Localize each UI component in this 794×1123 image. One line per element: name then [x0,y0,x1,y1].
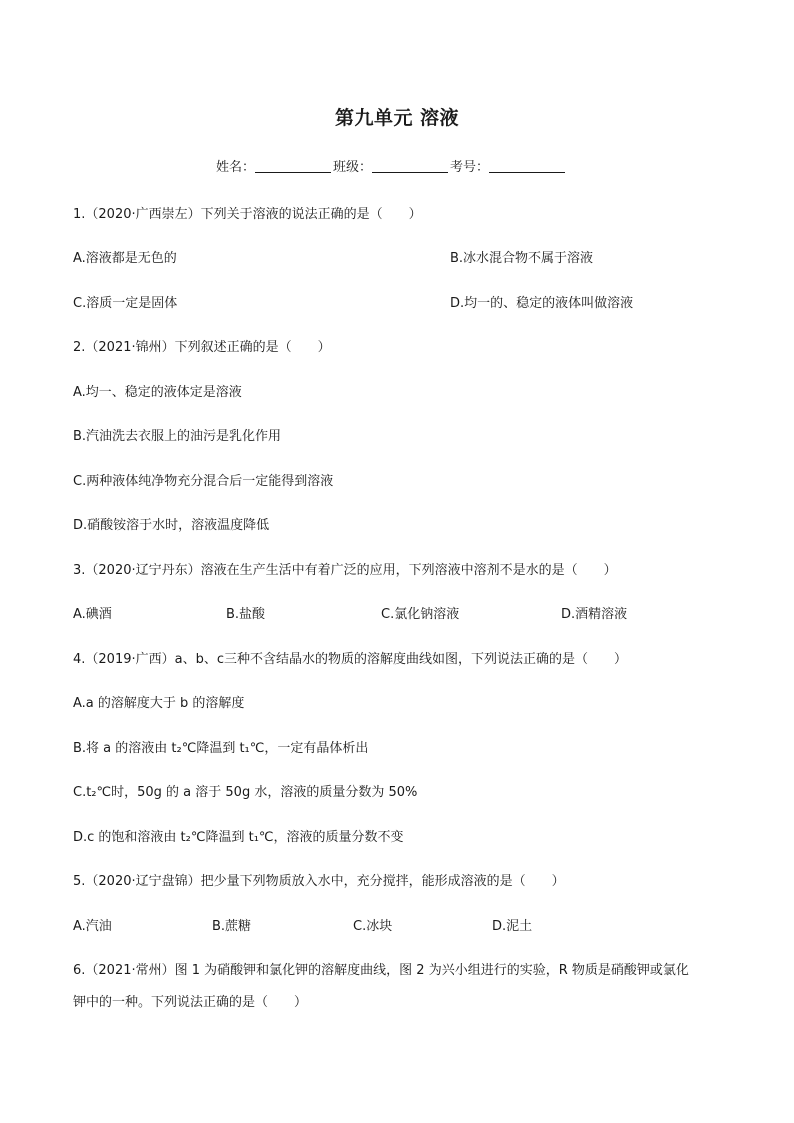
question-4-option-d: D.c 的饱和溶液由 t₂℃降温到 t₁℃，溶液的质量分数不变 [73,830,404,845]
question-3-option-b: B.盐酸 [226,607,266,622]
name-label: 姓名： [216,160,256,175]
question-5-stem: 5.（2020·辽宁盘锦）把少量下列物质放入水中，充分搅拌，能形成溶液的是（ ） [73,874,565,889]
question-2-option-a: A.均一、稳定的液体定是溶液 [73,385,242,400]
student-info-line [216,156,567,175]
name-blank[interactable] [255,159,331,173]
question-3-option-a: A.碘酒 [73,607,112,622]
question-1-stem: 1.（2020·广西崇左）下列关于溶液的说法正确的是（ ） [73,207,422,222]
question-3-option-d: D.酒精溶液 [561,607,628,622]
question-2-option-d: D.硝酸铵溶于水时，溶液温度降低 [73,518,270,533]
question-2-stem: 2.（2021·锦州）下列叙述正确的是（ ） [73,340,331,355]
question-2-option-b: B.汽油洗去衣服上的油污是乳化作用 [73,429,282,444]
question-5-option-d: D.泥土 [492,919,533,934]
question-2-option-c: C.两种液体纯净物充分混合后一定能得到溶液 [73,474,334,489]
page-title: 第九单元 溶液 [334,107,460,129]
question-1-option-b: B.冰水混合物不属于溶液 [450,251,594,266]
question-1-option-c: C.溶质一定是固体 [73,296,178,311]
question-6-stem-continued: 钾中的一种。下列说法正确的是（ ） [73,995,308,1010]
question-5-option-a: A.汽油 [73,919,112,934]
class-label: 班级： [333,160,373,175]
exam-no-blank[interactable] [489,159,565,173]
question-5-option-b: B.蔗糖 [212,919,252,934]
question-4-option-b: B.将 a 的溶液由 t₂℃降温到 t₁℃，一定有晶体析出 [73,741,369,756]
question-3-option-c: C.氯化钠溶液 [381,607,460,622]
question-4-option-a: A.a 的溶解度大于 b 的溶解度 [73,696,245,711]
question-1-option-d: D.均一的、稳定的液体叫做溶液 [450,296,634,311]
question-1-option-a: A.溶液都是无色的 [73,251,177,266]
question-4-stem: 4.（2019·广西）a、b、c三种不含结晶水的物质的溶解度曲线如图，下列说法正确的是（ ） [73,652,627,667]
question-5-option-c: C.冰块 [353,919,393,934]
class-blank[interactable] [372,159,448,173]
question-3-stem: 3.（2020·辽宁丹东）溶液在生产生活中有着广泛的应用，下列溶液中溶剂不是水的是（ ） [73,563,617,578]
question-4-option-c: C.t₂℃时，50g 的 a 溶于 50g 水，溶液的质量分数为 50% [73,785,418,800]
exam-no-label: 考号： [450,160,490,175]
question-6-stem: 6.（2021·常州）图 1 为硝酸钾和氯化钾的溶解度曲线，图 2 为兴小组进行的实验，R 物质是硝酸钾或氯化 [73,963,689,978]
